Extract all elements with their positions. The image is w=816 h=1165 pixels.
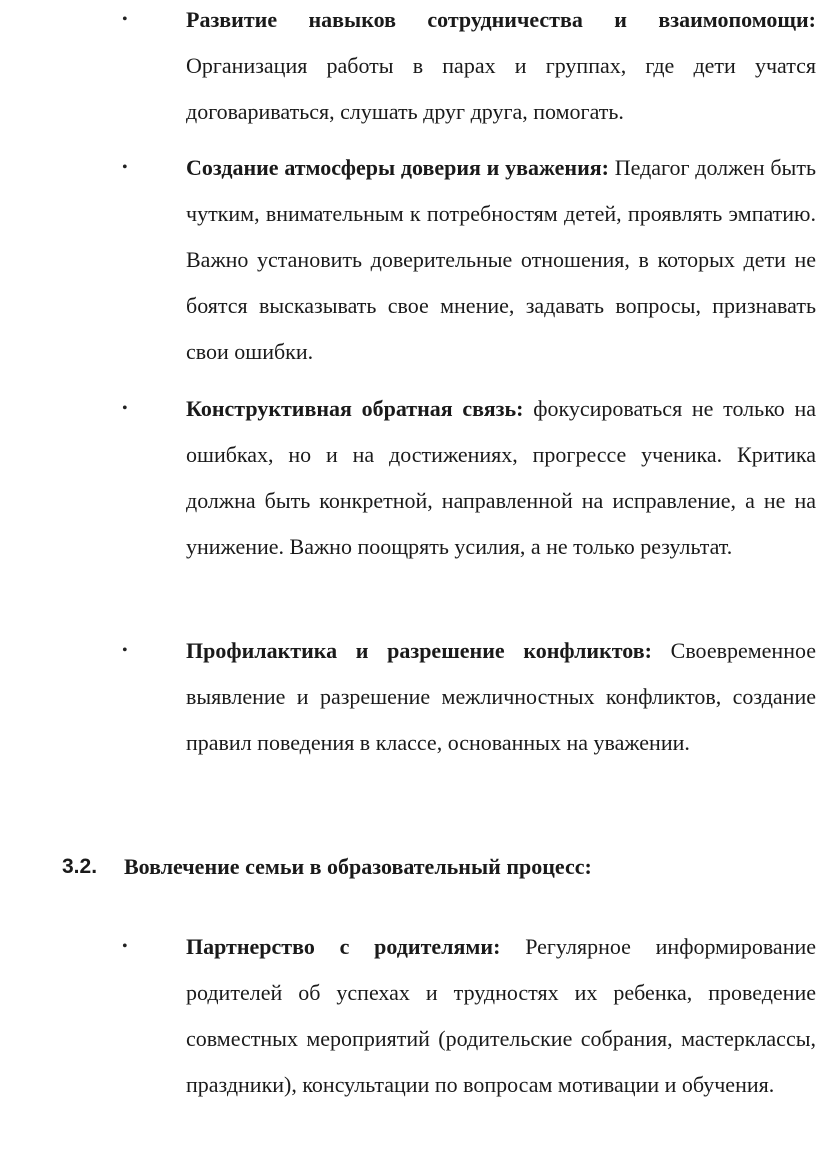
bullet-icon: • <box>122 400 128 417</box>
list-item-paragraph <box>186 924 816 1108</box>
section-title: Вовлечение семьи в образовательный процесс: <box>124 854 592 879</box>
list-item-text: Своевременное выявление и разрешение межличностных конфликтов, создание правил поведения в классе, основанных на уважении. <box>186 638 816 755</box>
list-item-paragraph <box>186 145 816 375</box>
list-item-term: Развитие навыков сотрудничества и взаимопомощи: <box>186 7 816 32</box>
list-item-text: Регулярное информирование родителей об успехах и трудностях их ребенка, проведение совместных мероприятий (родительские собрания, мастерклассы, праздники), консультации по вопросам мотивации и обучения. <box>186 934 816 1097</box>
list-item-term: Партнерство с родителями: <box>186 934 501 959</box>
bullet-icon: • <box>122 11 128 28</box>
list-item-paragraph <box>186 628 816 766</box>
list-item-term: Создание атмосферы доверия и уважения: <box>186 155 609 180</box>
list-item-text: Организация работы в парах и группах, где дети учатся договариваться, слушать друг друга, помогать. <box>186 53 816 124</box>
list-item-paragraph <box>186 0 816 135</box>
bullet-icon: • <box>122 642 128 659</box>
section-number: 3.2. <box>62 855 98 878</box>
list-item-term: Профилактика и разрешение конфликтов: <box>186 638 652 663</box>
list-item-term: Конструктивная обратная связь: <box>186 396 524 421</box>
list-item-paragraph <box>186 386 816 570</box>
list-item-text: Педагог должен быть чутким, внимательным к потребностям детей, проявлять эмпатию. Важно установить доверительные отношения, в которых дети не боятся высказывать свое мнение, задавать вопросы, признавать свои ошибки. <box>186 155 816 364</box>
list-item-text: фокусироваться не только на ошибках, но и на достижениях, прогрессе ученика. Критика должна быть конкретной, направленной на исправление, а не на унижение. Важно поощрять усилия, а не только результат. <box>186 396 816 559</box>
bullet-icon: • <box>122 938 128 955</box>
bullet-icon: • <box>122 159 128 176</box>
